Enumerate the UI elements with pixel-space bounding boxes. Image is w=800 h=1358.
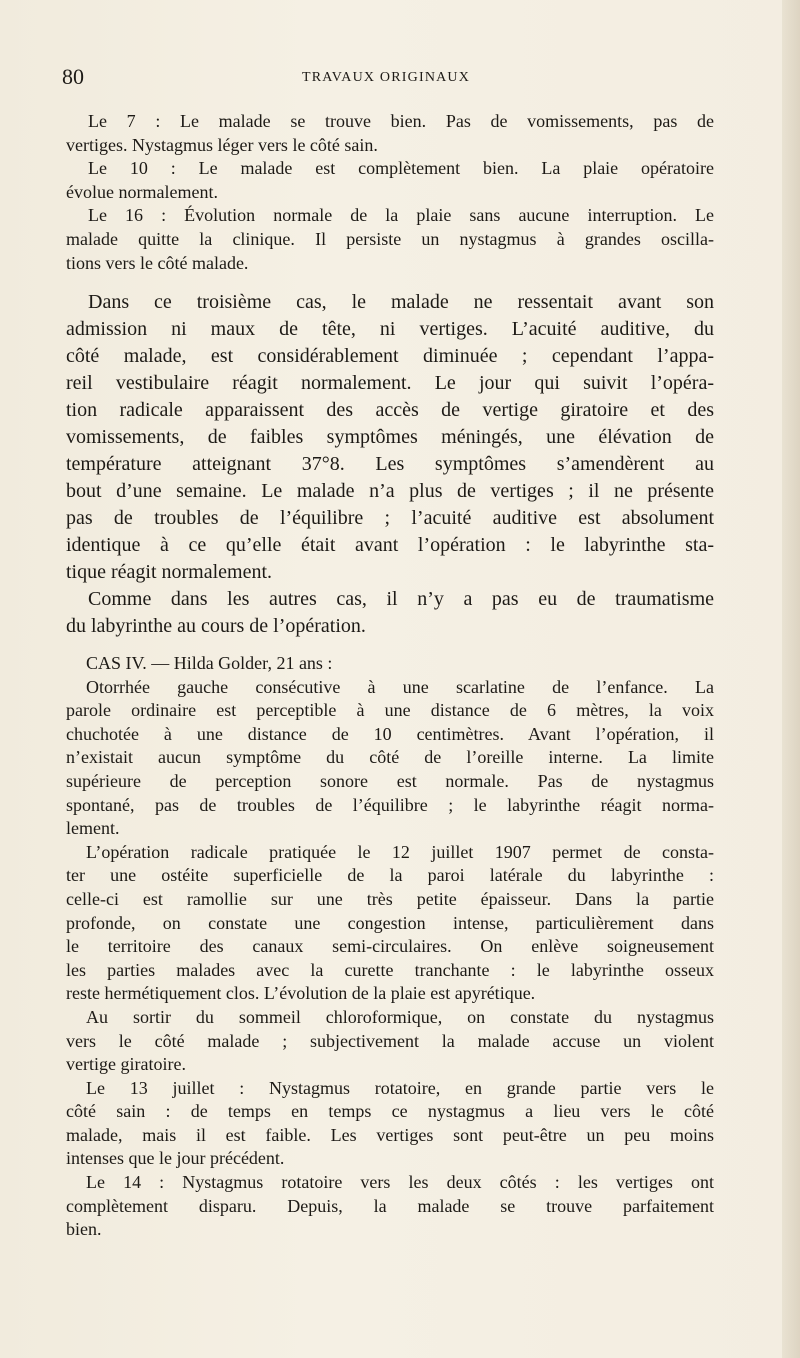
text-line: Dans ce troisième cas, le malade ne ressentait avant son: [88, 291, 714, 313]
text-line: côté malade, est considérablement diminuée ; cependant l’appa-: [66, 345, 714, 367]
text-line: vers le côté malade ; subjectivement la malade accuse un violent: [66, 1030, 714, 1051]
text-line: Au sortir du sommeil chloroformique, on constate du nystagmus: [86, 1006, 714, 1027]
case-heading: CAS IV. — Hilda Golder, 21 ans :: [86, 653, 333, 673]
text-line: reste hermétiquement clos. L’évolution de la plaie est apyrétique.: [66, 983, 536, 1004]
text-line: supérieure de perception sonore est normale. Pas de nystagmus: [66, 770, 714, 791]
text-line: le territoire des canaux semi-circulaires. On enlève soigneusement: [66, 936, 714, 957]
text-line: Le 16 : Évolution normale de la plaie sans aucune interruption. Le: [88, 205, 714, 226]
text-line: les parties malades avec la curette tranchante : le labyrinthe osseux: [66, 959, 714, 980]
text-line: ter une ostéite superficielle de la paroi latérale du labyrinthe :: [66, 865, 714, 886]
text-line: L’opération radicale pratiquée le 12 juillet 1907 permet de consta-: [86, 841, 714, 862]
text-line: celle-ci est ramollie sur une très petite épaisseur. Dans la partie: [66, 888, 714, 909]
text-line: Le 13 juillet : Nystagmus rotatoire, en grande partie vers le: [86, 1077, 714, 1098]
section-case-iii-discussion: [66, 289, 714, 640]
text-line: Comme dans les autres cas, il n’y a pas eu de traumatisme: [88, 588, 714, 610]
page-header: [62, 63, 712, 93]
text-line: du labyrinthe au cours de l’opération.: [66, 615, 366, 637]
text-line: température atteignant 37°8. Les symptômes s’amendèrent au: [66, 453, 714, 475]
text-line: vomissements, de faibles symptômes méningés, une élévation de: [66, 426, 714, 448]
text-line: reil vestibulaire réagit normalement. Le jour qui suivit l’opéra-: [66, 372, 714, 394]
page-number: 80: [62, 64, 84, 89]
text-line: parole ordinaire est perceptible à une distance de 6 mètres, la voix: [66, 700, 714, 721]
text-line: bien.: [66, 1219, 102, 1240]
text-line: admission ni maux de tête, ni vertiges. L’acuité auditive, du: [66, 318, 714, 340]
text-line: n’existait aucun symptôme du côté de l’oreille interne. La limite: [66, 747, 714, 768]
text-line: côté sain : de temps en temps ce nystagmus a lieu vers le côté: [66, 1101, 714, 1122]
text-line: spontané, pas de troubles de l’équilibre ; le labyrinthe réagit norma-: [66, 794, 714, 815]
text-line: Le 7 : Le malade se trouve bien. Pas de vomissements, pas de: [88, 111, 714, 131]
text-line: identique à ce qu’elle était avant l’opération : le labyrinthe sta-: [66, 534, 714, 556]
text-line: Le 14 : Nystagmus rotatoire vers les deux côtés : les vertiges ont: [86, 1172, 714, 1193]
text-line: intenses que le jour précédent.: [66, 1148, 285, 1169]
text-line: lement.: [66, 818, 120, 839]
text-line: malade quitte la clinique. Il persiste un nystagmus à grandes oscilla-: [66, 228, 714, 249]
text-line: complètement disparu. Depuis, la malade se trouve parfaitement: [66, 1195, 714, 1216]
text-line: vertige giratoire.: [66, 1054, 186, 1075]
text-line: malade, mais il est faible. Les vertiges sont peut-être un peu moins: [66, 1124, 714, 1145]
text-line: bout d’une semaine. Le malade n’a plus de vertiges ; il ne présente: [66, 480, 714, 502]
page-edge-shadow: [782, 0, 800, 1358]
section-case-iii-followup: [66, 110, 714, 275]
section-case-iv: [66, 652, 714, 1242]
text-line: profonde, on constate une congestion intense, particulièrement dans: [66, 912, 714, 933]
text-line: évolue normalement.: [66, 181, 218, 202]
text-line: Otorrhée gauche consécutive à une scarlatine de l’enfance. La: [86, 676, 714, 697]
text-line: Le 10 : Le malade est complètement bien. La plaie opératoire: [88, 158, 714, 179]
text-line: chuchotée à une distance de 10 centimètres. Avant l’opération, il: [66, 723, 714, 744]
text-line: tique réagit normalement.: [66, 561, 273, 583]
running-head: TRAVAUX ORIGINAUX: [302, 70, 471, 85]
text-line: tion radicale apparaissent des accès de vertige giratoire et des: [66, 399, 714, 421]
text-line: vertiges. Nystagmus léger vers le côté sain.: [66, 134, 378, 155]
text-line: pas de troubles de l’équilibre ; l’acuité auditive est absolument: [66, 507, 714, 529]
text-line: tions vers le côté malade.: [66, 252, 249, 273]
